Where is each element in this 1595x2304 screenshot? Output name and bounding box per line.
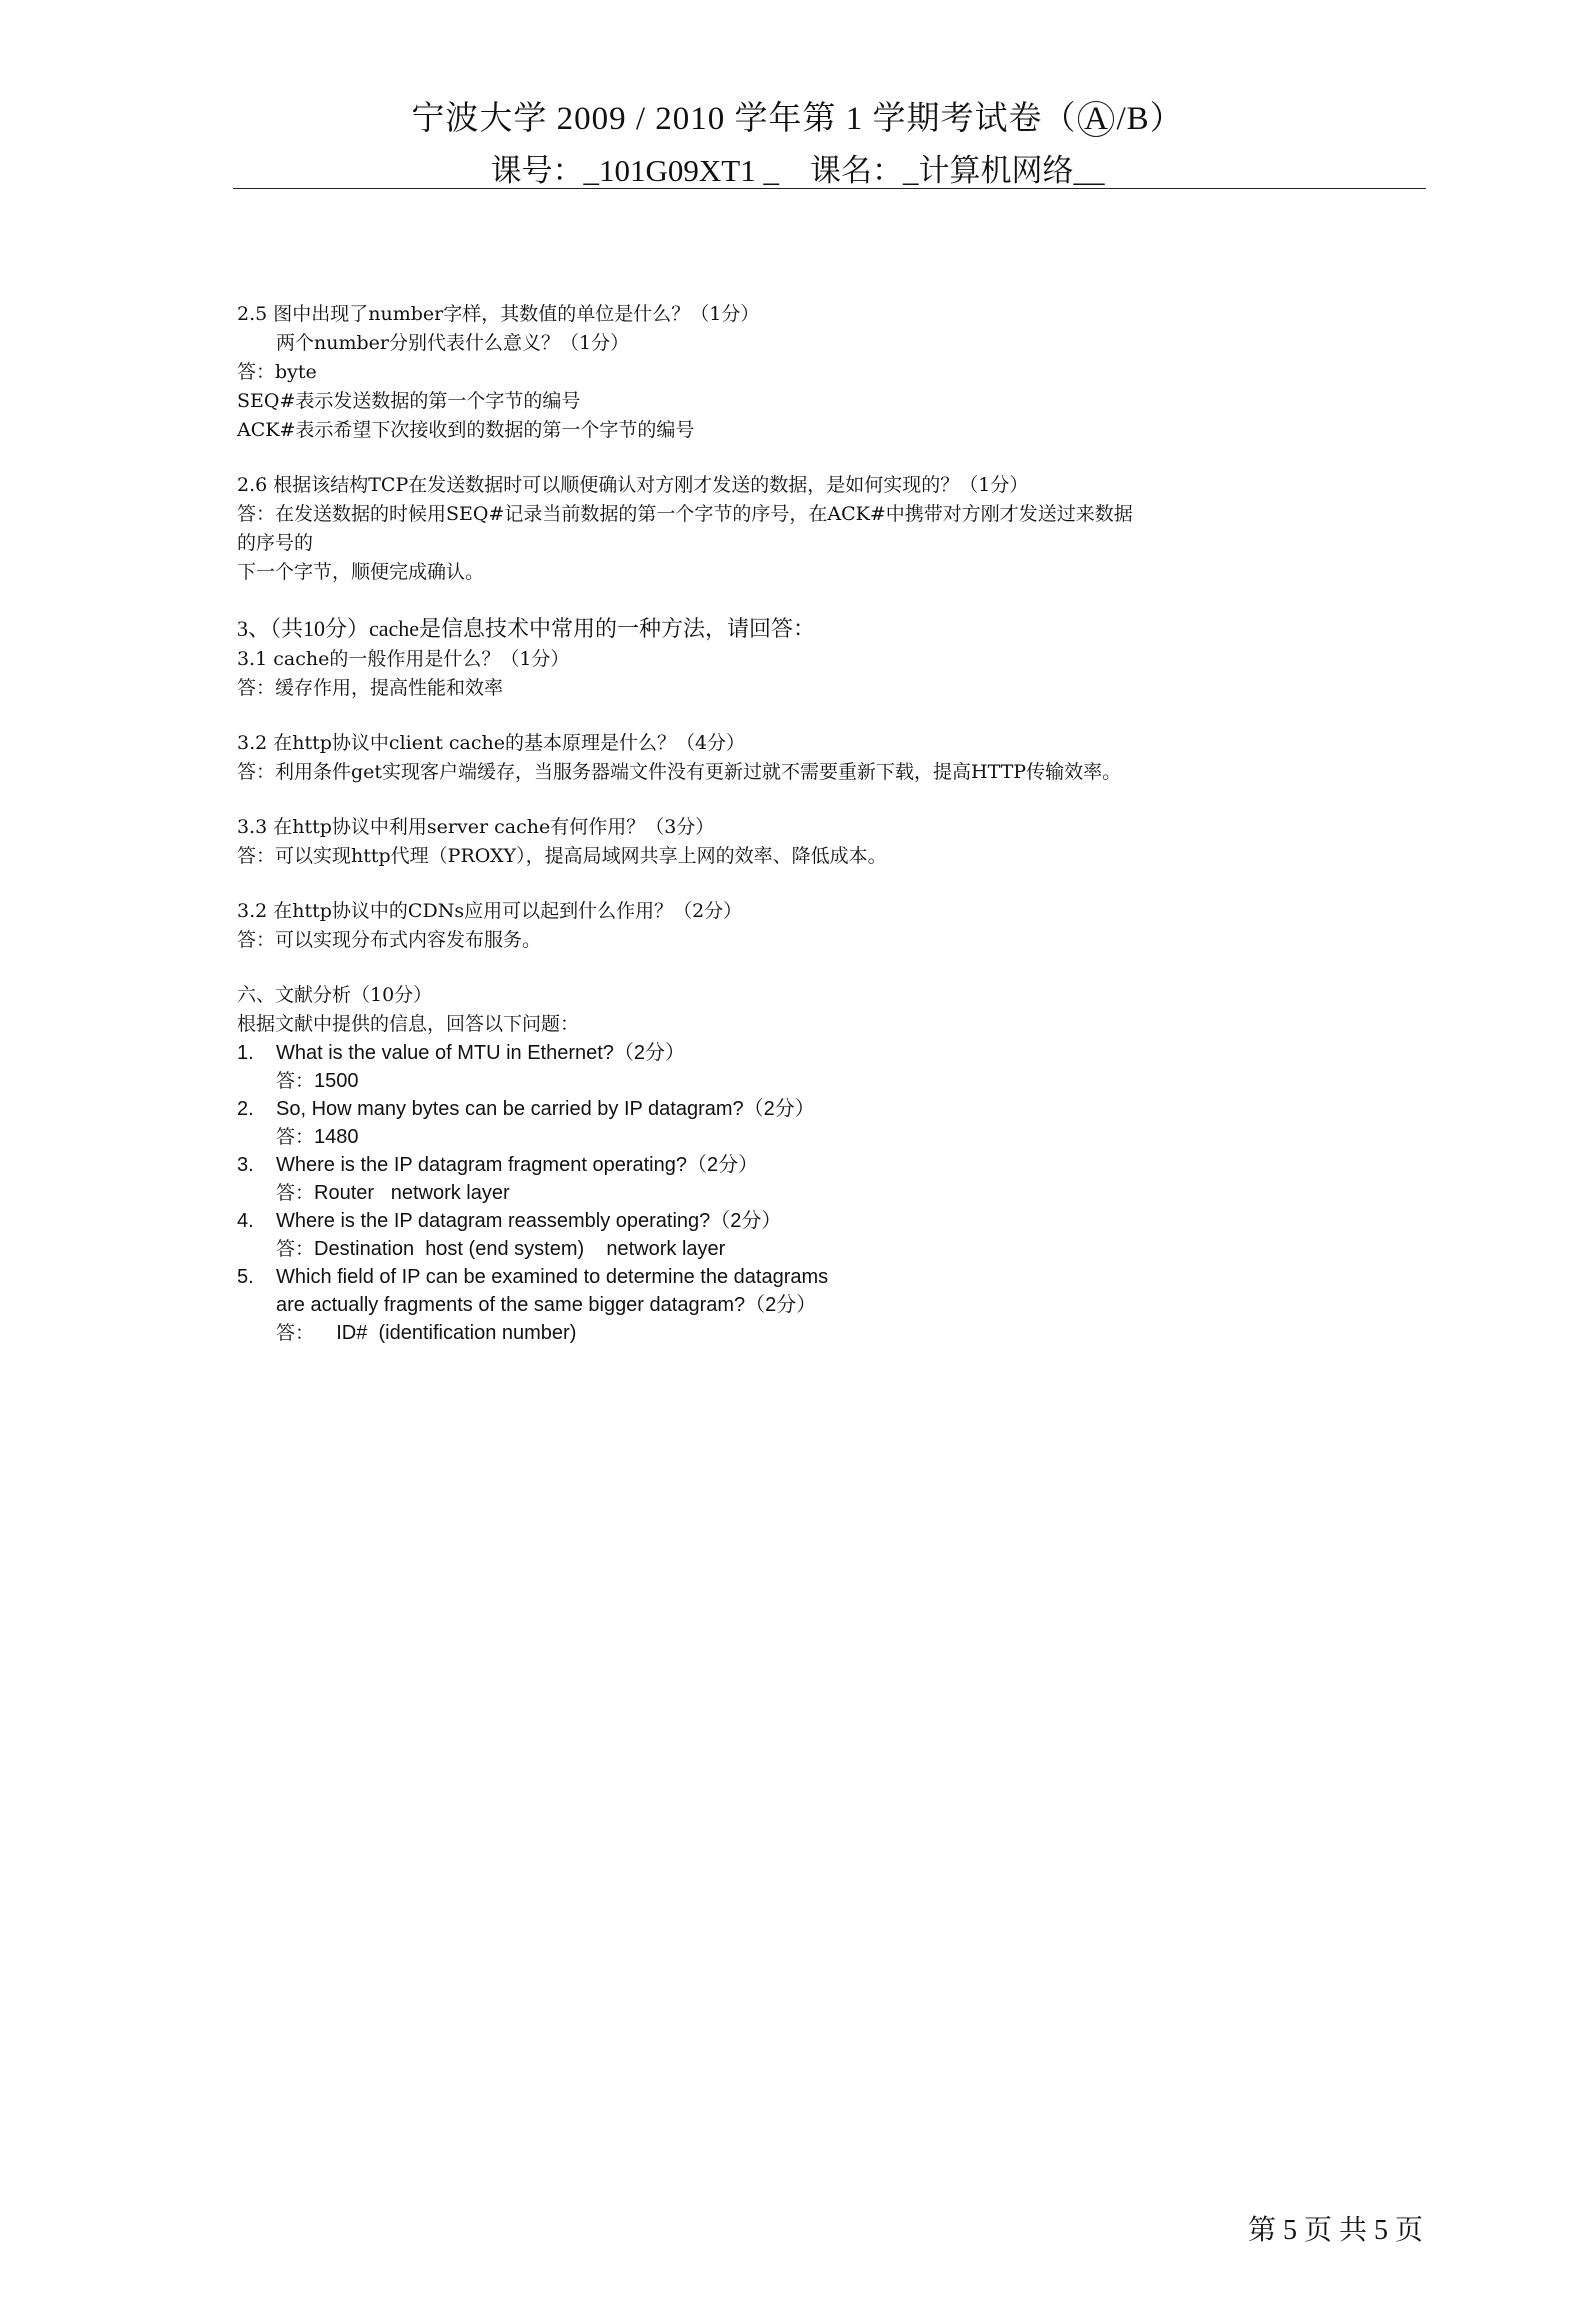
question-2-5-line2: 两个number分别代表什么意义？（1分） (276, 332, 630, 354)
answer-2-6-line3: 下一个字节，顺便完成确认。 (237, 561, 485, 583)
list-item (237, 1095, 1387, 1151)
question-2-6: 2.6 根据该结构TCP在发送数据时可以顺便确认对方刚才发送的数据，是如何实现的？（1分） (237, 474, 1029, 496)
item-answer: Router network layer (314, 1182, 510, 1204)
item-question-line2: are actually fragments of the same bigger datagram?（2分） (276, 1294, 817, 1316)
answer-label: 答： (276, 1126, 315, 1148)
answer-2-5-line3: ACK#表示希望下次接收到的数据的第一个字节的编号 (237, 419, 695, 441)
item-number: 5. (237, 1266, 254, 1288)
item-number: 2. (237, 1098, 254, 1120)
list-item (237, 1039, 1387, 1095)
answer-label: 答： (276, 1238, 315, 1260)
list-item (237, 1263, 1387, 1347)
answer-2-5-line1: 答：byte (237, 361, 317, 383)
answer-2-6-line2: 的序号的 (237, 532, 314, 554)
section-6-intro: 根据文献中提供的信息，回答以下问题： (237, 1013, 580, 1035)
question-2-5-line1: 2.5 图中出现了number字样，其数值的单位是什么？（1分） (237, 303, 760, 325)
answer-2-6-line1: 答：在发送数据的时候用SEQ#记录当前数据的第一个字节的序号，在ACK#中携带对方刚才发送过来数据 (237, 503, 1133, 525)
title-suffix: /B） (1116, 101, 1184, 137)
page-content (237, 300, 1387, 1347)
item-answer: 1500 (314, 1070, 359, 1092)
item-question: Where is the IP datagram fragment operating?（2分） (276, 1154, 759, 1176)
question-3-2: 3.2 在http协议中client cache的基本原理是什么？（4分） (237, 732, 746, 754)
answer-3-4: 答：可以实现分布式内容发布服务。 (237, 929, 542, 951)
list-item (237, 1207, 1387, 1263)
answer-label: 答： (276, 1322, 315, 1344)
exam-header-subtitle: 课号：_101G09XT1 _ 课名：_计算机网络__ (490, 153, 1105, 188)
item-number: 1. (237, 1042, 254, 1064)
section-6-heading: 六、文献分析（10分） (237, 984, 433, 1006)
answer-3-3: 答：可以实现http代理（PROXY），提高局域网共享上网的效率、降低成本。 (237, 845, 887, 867)
list-item (237, 1151, 1387, 1207)
page-number: 第 5 页 共 5 页 (1247, 2215, 1423, 2246)
item-answer: Destination host (end system) network layer (314, 1238, 726, 1260)
section-3-heading: 3、（共10分）cache是信息技术中常用的一种方法，请回答： (237, 616, 816, 641)
literature-question-list (237, 1039, 1387, 1347)
question-3-1: 3.1 cache的一般作用是什么？（1分） (237, 648, 570, 670)
answer-label: 答： (276, 1070, 315, 1092)
item-answer: 1480 (314, 1126, 359, 1148)
answer-2-5-line2: SEQ#表示发送数据的第一个字节的编号 (237, 390, 581, 412)
header-divider (233, 188, 1426, 189)
item-question: What is the value of MTU in Ethernet?（2分） (276, 1042, 686, 1064)
item-answer: ID# (identification number) (314, 1322, 577, 1344)
exam-header-title (0, 92, 1595, 139)
item-number: 4. (237, 1210, 254, 1232)
item-question-line1: Which field of IP can be examined to determine the datagrams (276, 1266, 829, 1288)
title-prefix: 宁波大学 2009 / 2010 学年第 1 学期考试卷（ (411, 101, 1077, 137)
item-question: So, How many bytes can be carried by IP datagram?（2分） (276, 1098, 815, 1120)
question-3-4: 3.2 在http协议中的CDNs应用可以起到什么作用？（2分） (237, 900, 743, 922)
answer-3-2: 答：利用条件get实现客户端缓存，当服务器端文件没有更新过就不需要重新下载，提高HTTP传输效率。 (237, 761, 1122, 783)
answer-3-1: 答：缓存作用，提高性能和效率 (237, 677, 504, 699)
circled-version-mark: A (1078, 101, 1114, 137)
item-number: 3. (237, 1154, 254, 1176)
answer-label: 答： (276, 1182, 315, 1204)
item-question: Where is the IP datagram reassembly operating?（2分） (276, 1210, 782, 1232)
question-3-3: 3.3 在http协议中利用server cache有何作用？（3分） (237, 816, 715, 838)
